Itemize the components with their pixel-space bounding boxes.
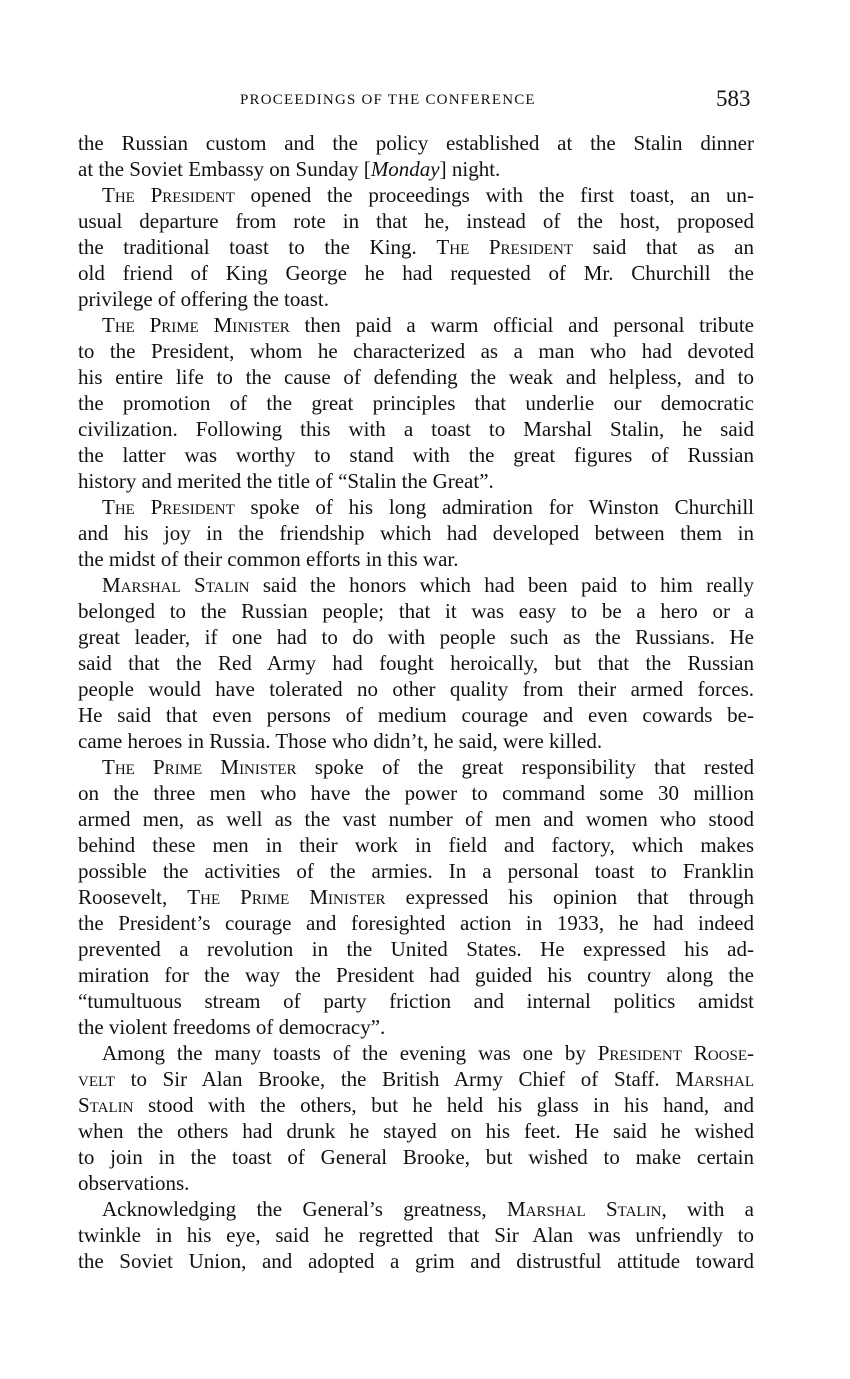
paragraph-first-line [78,182,754,208]
text-line [78,442,754,468]
text-run: Roosevelt, [78,885,188,909]
text-line [78,1118,754,1144]
text-run: usual departure from rote in that he, instead of the host, proposed [78,209,754,233]
text-run: the violent freedoms of democracy”. [78,1015,386,1039]
text-line [78,884,754,910]
text-line [78,546,754,572]
body-text [78,130,754,1274]
paragraph-first-line [78,312,754,338]
text-line [78,416,754,442]
text-run: to join in the toast of General Brooke, but wished to make certain [78,1145,754,1169]
text-run: to the President, whom he characterized as a man who had devoted [78,339,754,363]
text-run: , with a [661,1197,754,1221]
text-line [78,806,754,832]
text-run: said that the Red Army had fought heroically, but that the Russian [78,651,754,675]
small-caps-name: The President [102,495,235,519]
text-line [78,208,754,234]
text-run: spoke of the great responsibility that rested [296,755,754,779]
text-line [78,468,754,494]
text-line [78,676,754,702]
text-run: civilization. Following this with a toast to Marshal Stalin, he said [78,417,754,441]
paragraph-first-line [78,494,754,520]
text-run: Among the many toasts of the evening was one by [102,1041,598,1065]
text-line [78,338,754,364]
text-line [78,1170,754,1196]
text-line [78,1222,754,1248]
text-run: the Soviet Union, and adopted a grim and distrustful attitude toward [78,1249,754,1273]
text-run: privilege of offering the toast. [78,287,329,311]
text-run: at the Soviet Embassy on Sunday [ [78,157,371,181]
running-head [0,86,850,116]
text-run: armed men, as well as the vast number of men and women who stood [78,807,754,831]
text-line [78,1092,754,1118]
text-run: miration for the way the President had guided his country along the [78,963,754,987]
text-run: He said that even persons of medium courage and even cowards be- [78,703,754,727]
small-caps-name: velt [78,1067,115,1091]
text-run: said that as an [573,235,754,259]
small-caps-name: Marshal [675,1067,754,1091]
text-run: people would have tolerated no other quality from their armed forces. [78,677,754,701]
paragraph-first-line [78,1040,754,1066]
text-line [78,156,754,182]
page-number: 583 [716,86,751,111]
text-run: came heroes in Russia. Those who didn’t, he said, were killed. [78,729,603,753]
text-line [78,1144,754,1170]
text-line [78,858,754,884]
small-caps-name: President Roose- [597,1041,754,1065]
text-run: spoke of his long admiration for Winston Churchill [234,495,755,519]
text-line [78,364,754,390]
small-caps-name: The President [436,235,573,259]
text-line [78,936,754,962]
italic-text: Monday [370,157,440,181]
text-line [78,780,754,806]
paragraph-first-line [78,1196,754,1222]
text-run: when the others had drunk he stayed on his feet. He said he wished [78,1119,754,1143]
small-caps-name: The President [102,183,235,207]
text-run: on the three men who have the power to command some 30 million [78,781,754,805]
paragraph-first-line [78,572,754,598]
text-run: and his joy in the friendship which had developed between them in [78,521,754,545]
text-line [78,286,754,312]
small-caps-name: The Prime Minister [102,313,290,337]
text-run: great leader, if one had to do with people such as the Russians. He [78,625,754,649]
text-line [78,520,754,546]
text-run: possible the activities of the armies. In a personal toast to Franklin [78,859,754,883]
text-run: the traditional toast to the King. [78,235,437,259]
text-line [78,962,754,988]
text-line [78,988,754,1014]
text-run: the President’s courage and foresighted action in 1933, he had indeed [78,911,754,935]
text-line [78,1066,754,1092]
text-line [78,130,754,156]
text-run: behind these men in their work in field and factory, which makes [78,833,754,857]
small-caps-name: Marshal Stalin [102,573,250,597]
text-run: belonged to the Russian people; that it was easy to be a hero or a [78,599,754,623]
text-run: to Sir Alan Brooke, the British Army Chief of Staff. [114,1067,676,1091]
text-run: old friend of King George he had requested of Mr. Churchill the [78,261,754,285]
text-run: expressed his opinion that through [385,885,755,909]
text-line [78,1014,754,1040]
small-caps-name: The Prime Minister [102,755,297,779]
text-run: the promotion of the great principles that underlie our democratic [78,391,754,415]
text-run: history and merited the title of “Stalin the Great”. [78,469,494,493]
text-line [78,1248,754,1274]
text-line [78,390,754,416]
text-line [78,260,754,286]
text-run: stood with the others, but he held his glass in his hand, and [133,1093,754,1117]
paragraph-first-line [78,754,754,780]
text-run: said the honors which had been paid to him really [249,573,754,597]
running-title: PROCEEDINGS OF THE CONFERENCE [240,92,536,108]
text-run: the Russian custom and the policy established at the Stalin dinner [78,131,754,155]
text-run: ] night. [439,157,501,181]
text-run: “tumultuous stream of party friction and internal politics amidst [78,989,754,1013]
text-line [78,234,754,260]
small-caps-name: Stalin [78,1093,134,1117]
text-run: twinkle in his eye, said he regretted that Sir Alan was unfriendly to [78,1223,754,1247]
text-line [78,624,754,650]
text-run: the latter was worthy to stand with the great figures of Russian [78,443,754,467]
text-run: then paid a warm official and personal tribute [289,313,755,337]
text-run: his entire life to the cause of defending the weak and helpless, and to [78,365,754,389]
text-run: observations. [78,1171,190,1195]
text-run: prevented a revolution in the United States. He expressed his ad- [78,937,754,961]
text-line [78,728,754,754]
text-line [78,598,754,624]
small-caps-name: The Prime Minister [187,885,386,909]
text-run: Acknowledging the General’s greatness, [102,1197,507,1221]
text-run: the midst of their common efforts in this war. [78,547,459,571]
text-line [78,702,754,728]
text-line [78,910,754,936]
text-run: opened the proceedings with the first toast, an un- [234,183,755,207]
text-line [78,832,754,858]
small-caps-name: Marshal Stalin [506,1197,662,1221]
text-line [78,650,754,676]
